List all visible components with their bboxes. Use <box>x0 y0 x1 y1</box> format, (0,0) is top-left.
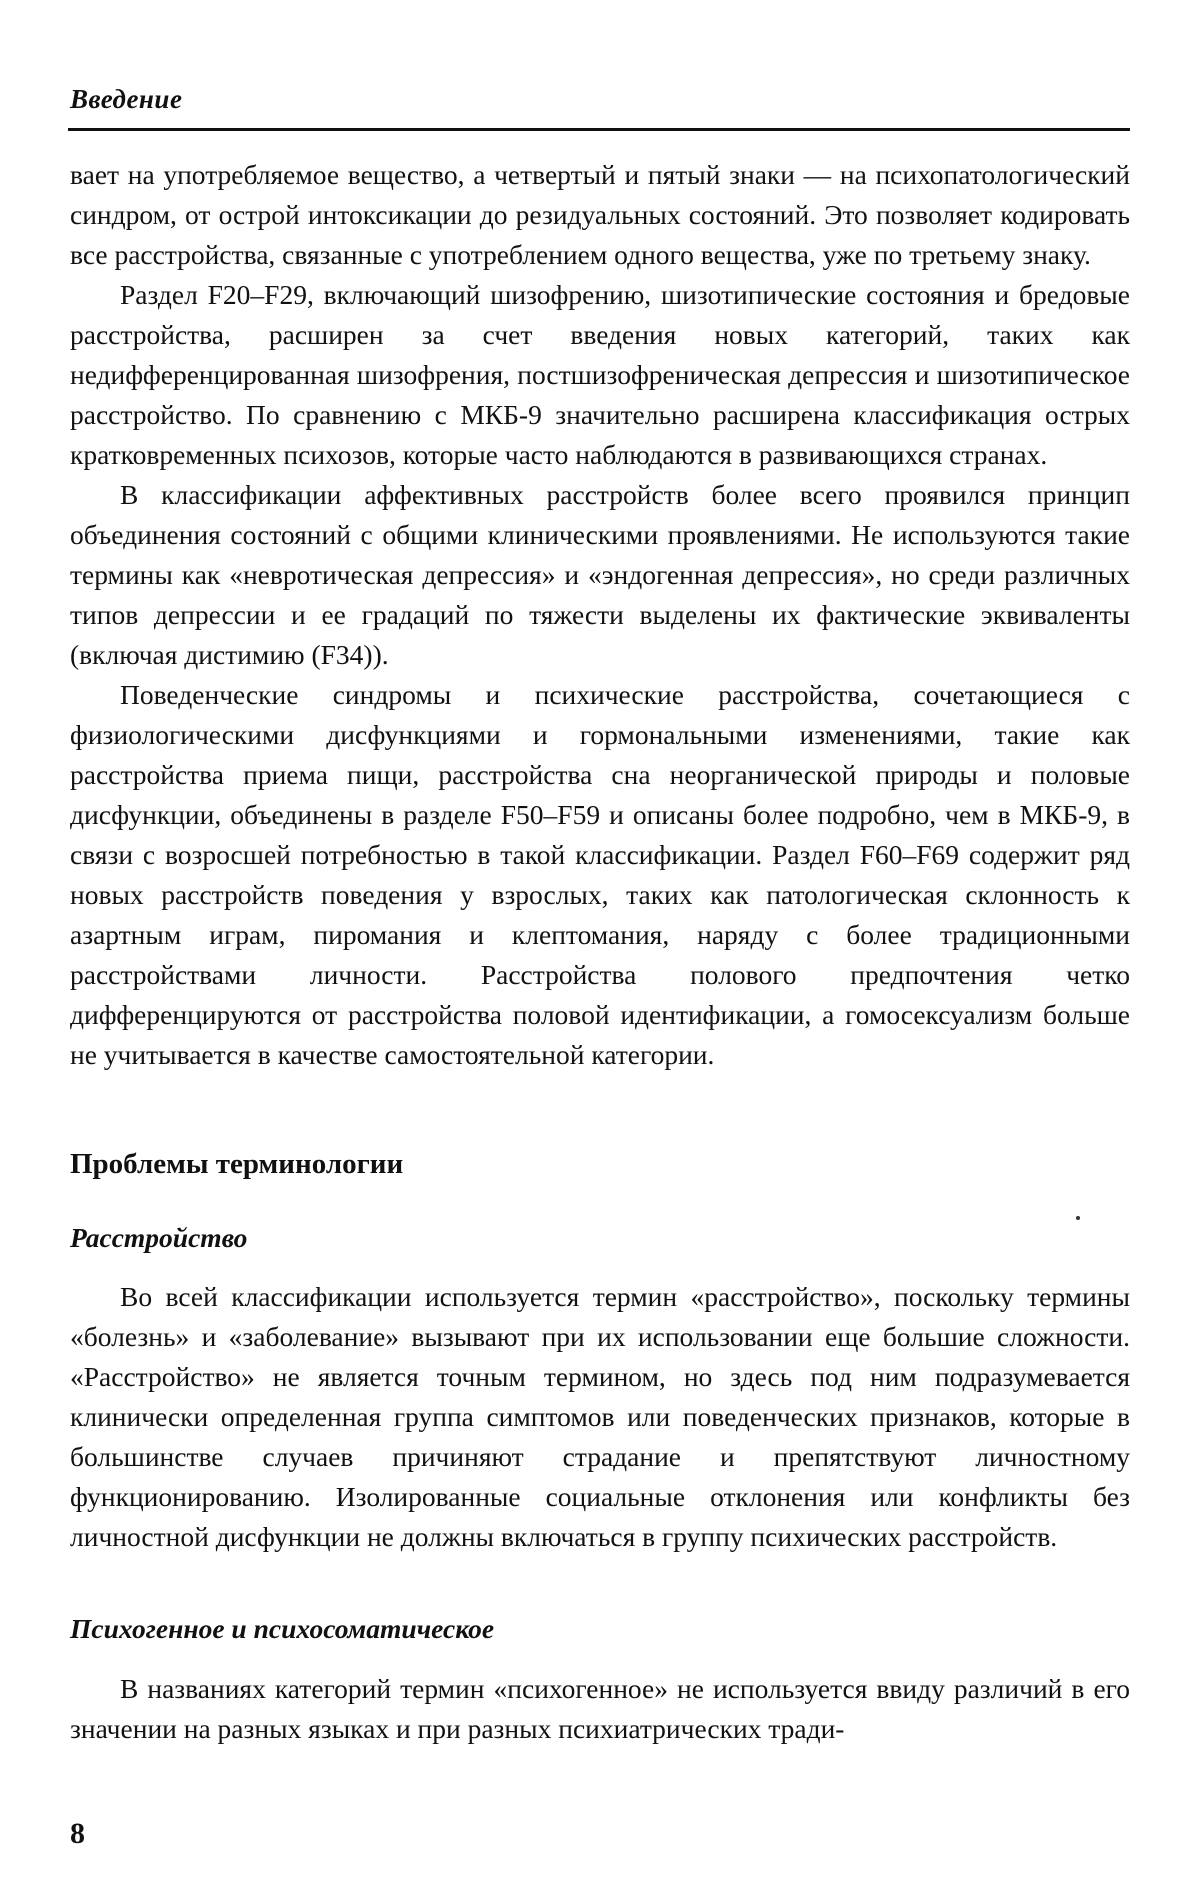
paragraph: Раздел F20–F29, включающий шизофрению, шизотипические состояния и бредовые расстройства, расширен за счет введения новых категорий, таких как недифференцированная шизофрения, постшизофреническая депрессия и шизотипическое расстройство. По сравнению с МКБ-9 значительно расширена классификация острых кратковременных психозов, которые часто наблюдаются в развивающихся странах. <box>70 279 1130 470</box>
paragraph: вает на употребляемое вещество, а четвертый и пятый знаки — на психопатологический синдром, от острой интоксикации до резидуальных состояний. Это позволяет кодировать все расстройства, связанные с употреблением одного вещества, уже по третьему знаку. <box>70 159 1130 270</box>
paragraph: Во всей классификации используется термин «расстройство», поскольку термины «болезнь» и «заболевание» вызывают при их использовании еще большие сложности. «Расстройство» не является точным термином, но здесь под ним подразумевается клинически определенная группа симптомов или поведенческих признаков, которые в большинстве случаев причиняют страдание и препятствуют личностному функционированию. Изолированные социальные отклонения или конфликты без личностной дисфункции не должны включаться в группу психических расстройств. <box>70 1281 1130 1552</box>
print-speck <box>1076 1216 1080 1220</box>
section-heading: Проблемы терминологии <box>70 1148 404 1180</box>
running-head: Введение <box>70 84 183 114</box>
subsection-heading: Психогенное и психосоматическое <box>70 1613 495 1644</box>
subsection-heading: Расстройство <box>70 1222 248 1253</box>
paragraph: В названиях категорий термин «психогенное» не используется ввиду различий в его значении на разных языках и при разных психиатрических тради- <box>70 1673 1130 1744</box>
body-text-block <box>70 1277 1130 1557</box>
page-number: 8 <box>70 1817 85 1850</box>
body-text-block <box>70 1669 1130 1749</box>
header-rule <box>68 128 1130 131</box>
body-text-block <box>70 155 1130 1075</box>
paragraph: В классификации аффективных расстройств более всего проявился принцип объединения состояний с общими клиническими проявлениями. Не используются такие термины как «невротическая депрессия» и «эндогенная депрессия», но среди различных типов депрессии и ее градаций по тяжести выделены их фактические эквиваленты (включая дистимию (F34)). <box>70 479 1130 670</box>
paragraph: Поведенческие синдромы и психические расстройства, сочетающиеся с физиологическими дисфункциями и гормональными изменениями, такие как расстройства приема пищи, расстройства сна неорганической природы и половые дисфункции, объединены в разделе F50–F59 и описаны более подробно, чем в МКБ-9, в связи с возросшей потребностью в такой классификации. Раздел F60–F69 содержит ряд новых расстройств поведения у взрослых, таких как патологическая склонность к азартным играм, пиромания и клептомания, наряду с более традиционными расстройствами личности. Расстройства полового предпочтения четко дифференцируются от расстройства половой идентификации, а гомосексуализм больше не учитывается в качестве самостоятельной категории. <box>70 679 1130 1070</box>
